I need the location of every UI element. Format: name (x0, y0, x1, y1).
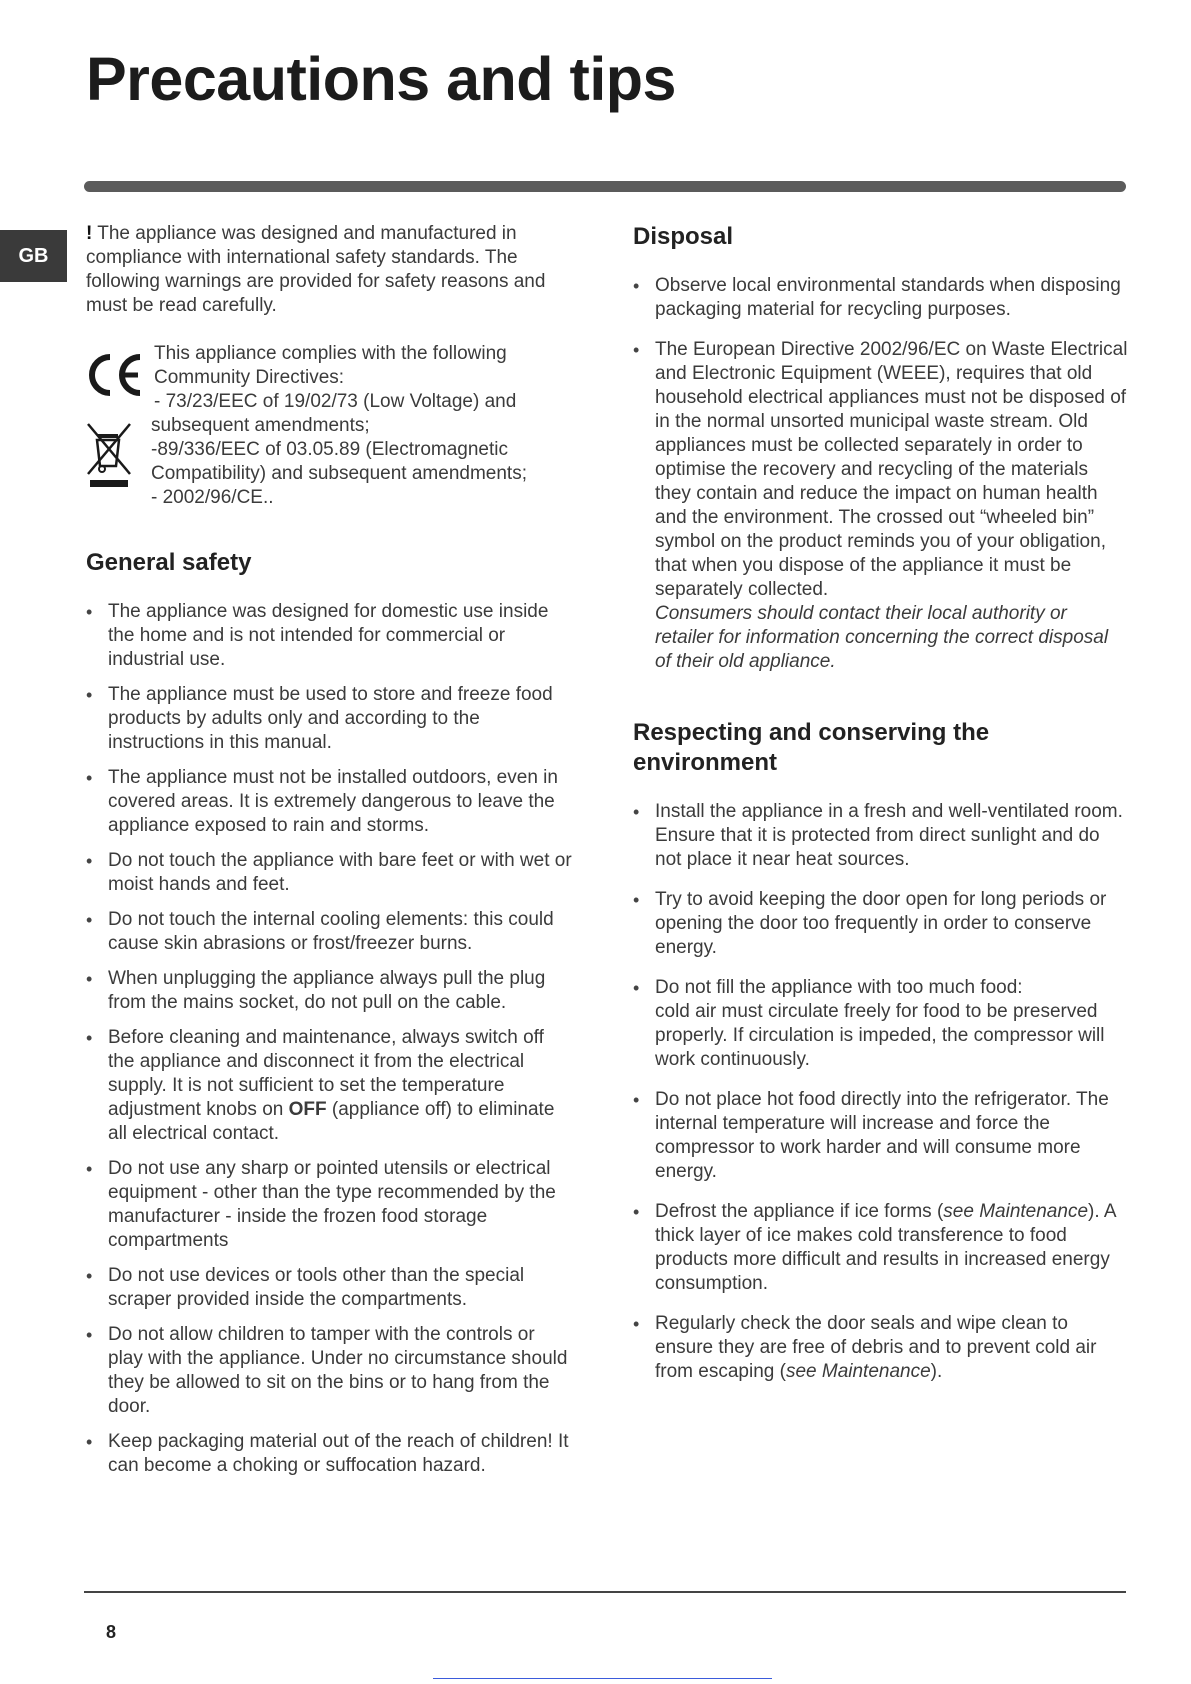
list-item: • Do not place hot food directly into the refrigerator. The internal temperature will increase and force the compressor to work harder and will consume more energy. (633, 1088, 1128, 1184)
header-divider (84, 181, 1126, 192)
directive-line: Community Directives: (154, 367, 345, 388)
bottom-link-underline (433, 1678, 772, 1679)
directive-line: - 73/23/EEC of 19/02/73 (Low Voltage) and (154, 391, 517, 412)
ce-mark-icon (86, 352, 144, 398)
list-item (633, 976, 1128, 1072)
directive-line: -89/336/EEC of 03.05.89 (Electromagnetic (151, 439, 508, 460)
list-item-text: (appliance off) to eliminate all electrical contact. (108, 1099, 555, 1144)
off-label: OFF (288, 1099, 327, 1120)
list-item: • The appliance must not be installed outdoors, even in covered areas. It is extremely dangerous to leave the appliance exposed to rain and storms. (86, 766, 572, 838)
list-item-text: cold air must circulate freely for food to be preserved properly. If circulation is impeded, the compressor will work continuously. (655, 1001, 1105, 1070)
list-item: • Do not touch the internal cooling elements: this could cause skin abrasions or frost/freezer burns. (86, 908, 572, 956)
disposal-heading: Disposal (633, 223, 734, 250)
page-title: Precautions and tips (86, 45, 676, 113)
left-column (86, 222, 572, 1489)
disposal-note: Consumers should contact their local authority or retailer for information concerning the correct disposal of their old appliance. (655, 603, 1109, 672)
page-number: 8 (106, 1622, 117, 1642)
list-item (633, 1312, 1128, 1384)
list-item (633, 1200, 1128, 1296)
list-item: • Install the appliance in a fresh and well-ventilated room. Ensure that it is protected from direct sunlight and do not place it near heat sources. (633, 800, 1128, 872)
list-item-text: Before cleaning and maintenance, always switch off the appliance and disconnect it from the electrical supply. It is not sufficient to set the temperature adjustment knobs on (108, 1027, 544, 1120)
general-safety-heading: General safety (86, 549, 252, 576)
list-item-text: ). A thick layer of ice makes cold transference to food products more difficult and results in increased energy consumption. (655, 1201, 1116, 1294)
see-maintenance-reference: see Maintenance (943, 1201, 1089, 1222)
list-item: • Try to avoid keeping the door open for long periods or opening the door too frequently in order to conserve energy. (633, 888, 1128, 960)
directive-line: Compatibility) and subsequent amendments; (151, 463, 527, 484)
environment-list (633, 800, 1128, 1384)
list-item: • Do not touch the appliance with bare feet or with wet or moist hands and feet. (86, 849, 572, 897)
list-item-text: The European Directive 2002/96/EC on Waste Electrical and Electronic Equipment (WEEE), requires that old household electrical appliances must not be disposed of in the normal unsorted municipal waste stream. Old appliances must be collected separately in order to optimise the recovery and recycling of the materials they contain and reduce the impact on human health and the environment. The crossed out “wheeled bin” symbol on the product reminds you of your obligation, that when you dispose of the appliance it must be separately collected. (655, 339, 1128, 600)
right-column (633, 222, 1128, 1400)
directive-line: This appliance complies with the following (154, 343, 507, 364)
list-item (86, 1026, 572, 1146)
list-item: • Keep packaging material out of the reach of children! It can become a choking or suffocation hazard. (86, 1430, 572, 1478)
crossed-out-wheeled-bin-icon (86, 422, 132, 490)
list-item: • Observe local environmental standards when disposing packaging material for recycling purposes. (633, 274, 1128, 322)
list-item: • Do not allow children to tamper with the controls or play with the appliance. Under no circumstance should they be allowed to sit on the bins or to hang from the door. (86, 1323, 572, 1419)
list-item: • The appliance was designed for domestic use inside the home and is not intended for commercial or industrial use. (86, 600, 572, 672)
list-item-text: Defrost the appliance if ice forms ( (655, 1201, 944, 1222)
list-item: • When unplugging the appliance always pull the plug from the mains socket, do not pull on the cable. (86, 967, 572, 1015)
list-item: • The appliance must be used to store and freeze food products by adults only and according to the instructions in this manual. (86, 683, 572, 755)
list-item (633, 338, 1128, 674)
directives-block (86, 342, 572, 510)
intro-text: The appliance was designed and manufactured in compliance with international safety standards. The following warnings are provided for safety reasons and must be read carefully. (86, 223, 546, 316)
list-item: • Do not use devices or tools other than the special scraper provided inside the compartments. (86, 1264, 572, 1312)
directive-line: - 2002/96/CE.. (151, 487, 274, 508)
directive-line: subsequent amendments; (151, 415, 370, 436)
list-item: • Do not use any sharp or pointed utensils or electrical equipment - other than the type recommended by the manufacturer - inside the frozen food storage compartments (86, 1157, 572, 1253)
language-tab: GB (0, 230, 67, 282)
list-item-text: Do not fill the appliance with too much food: (655, 977, 1023, 998)
list-item-text: ). (930, 1361, 943, 1382)
environment-heading: Respecting and conserving the environment (633, 719, 990, 776)
disposal-list (633, 274, 1128, 674)
directives-text (86, 342, 572, 510)
see-maintenance-reference: see Maintenance (785, 1361, 931, 1382)
list-item-text: Regularly check the door seals and wipe clean to ensure they are free of debris and to prevent cold air from escaping ( (655, 1313, 1097, 1382)
footer-divider (84, 1591, 1126, 1593)
intro-paragraph (86, 222, 572, 318)
warning-mark: ! (86, 223, 93, 244)
general-safety-list (86, 600, 572, 1478)
